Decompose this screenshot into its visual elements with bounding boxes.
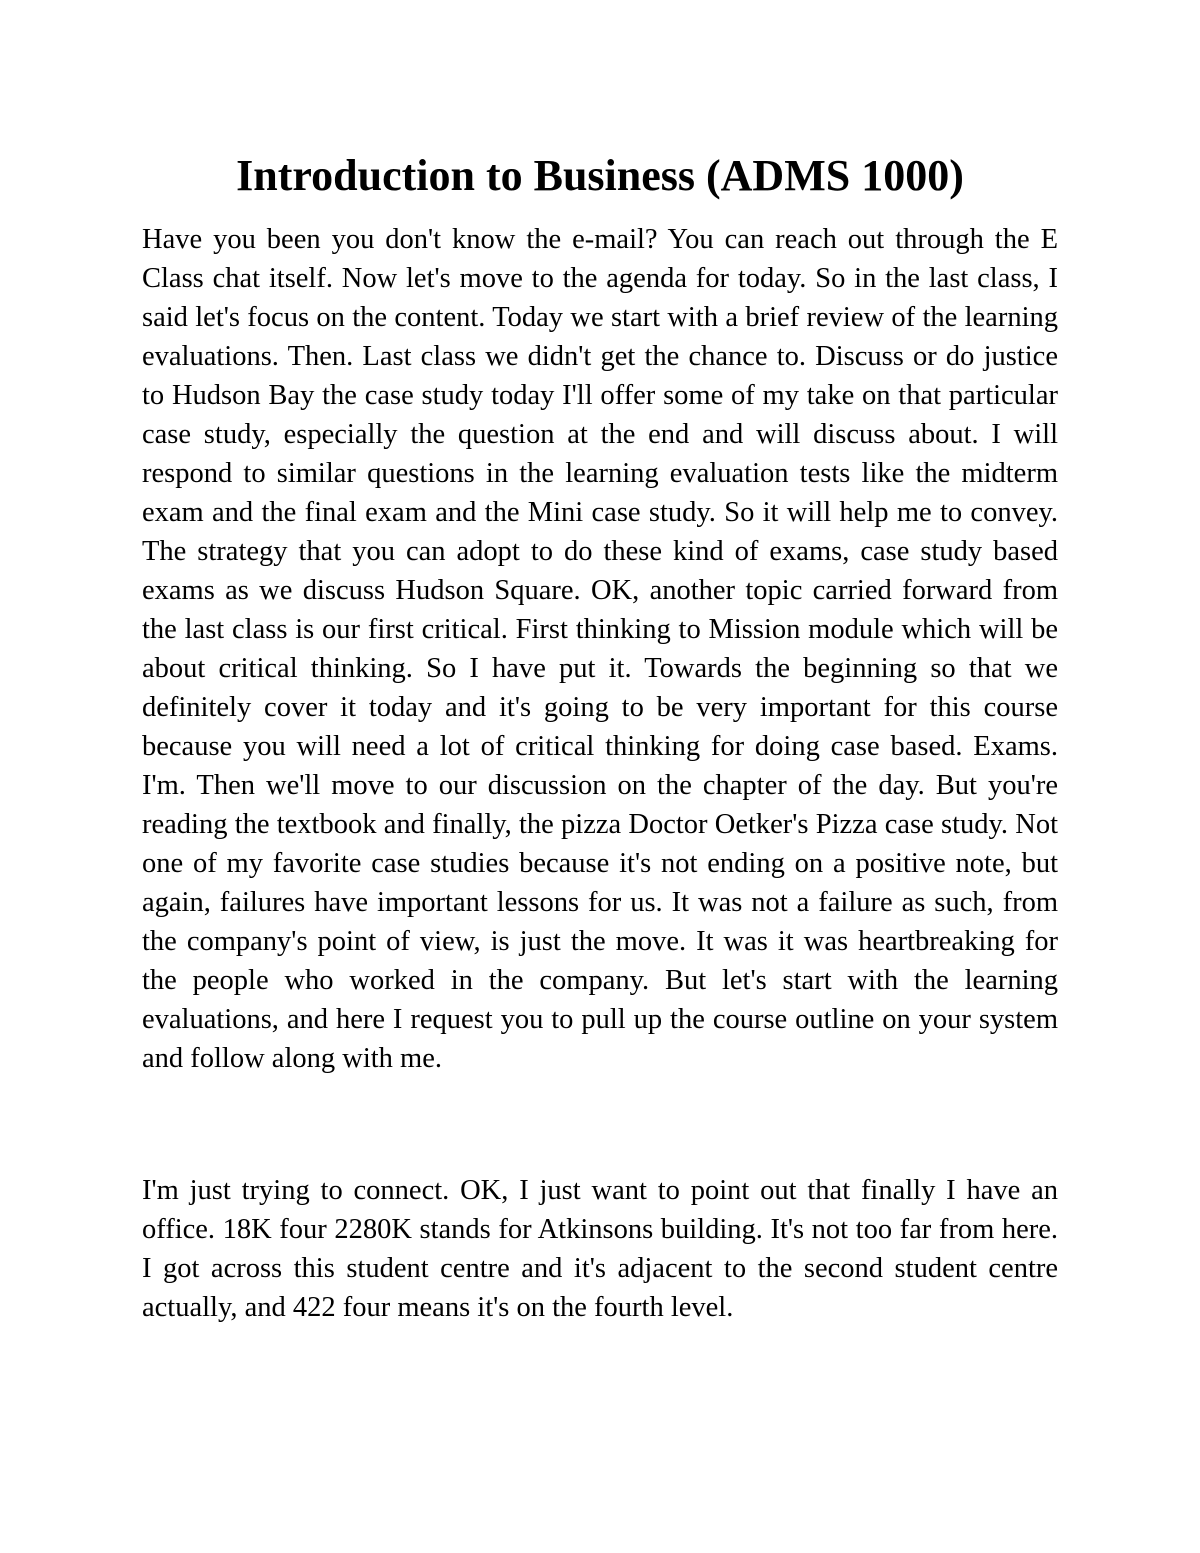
- body-paragraph-1: Have you been you don't know the e-mail? You can reach out through the E Class chat itself. Now let's move to the agenda for today. So in the last class, I said let's focus on the content. Today we start with a brief review of the learning evaluations. Then. Last class we didn't get the chance to. Discuss or do justice to Hudson Bay the case study today I'll offer some of my take on that particular case study, especially the question at the end and will discuss about. I will respond to similar questions in the learning evaluation tests like the midterm exam and the final exam and the Mini case study. So it will help me to convey. The strategy that you can adopt to do these kind of exams, case study based exams as we discuss Hudson Square. OK, another topic carried forward from the last class is our first critical. First thinking to Mission module which will be about critical thinking. So I have put it. Towards the beginning so that we definitely cover it today and it's going to be very important for this course because you will need a lot of critical thinking for doing case based. Exams. I'm. Then we'll move to our discussion on the chapter of the day. But you're reading the textbook and finally, the pizza Doctor Oetker's Pizza case study. Not one of my favorite case studies because it's not ending on a positive note, but again, failures have important lessons for us. It was not a failure as such, from the company's point of view, is just the move. It was it was heartbreaking for the people who worked in the company. But let's start with the learning evaluations, and here I request you to pull up the course outline on your system and follow along with me.: [142, 224, 1058, 1074]
- body-paragraph-2: I'm just trying to connect. OK, I just want to point out that finally I have an office. 18K four 2280K stands for Atkinsons building. It's not too far from here. I got across this student centre and it's adjacent to the second student centre actually, and 422 four means it's on the fourth level.: [142, 1175, 1058, 1323]
- document-title: Introduction to Business (ADMS 1000): [236, 151, 964, 200]
